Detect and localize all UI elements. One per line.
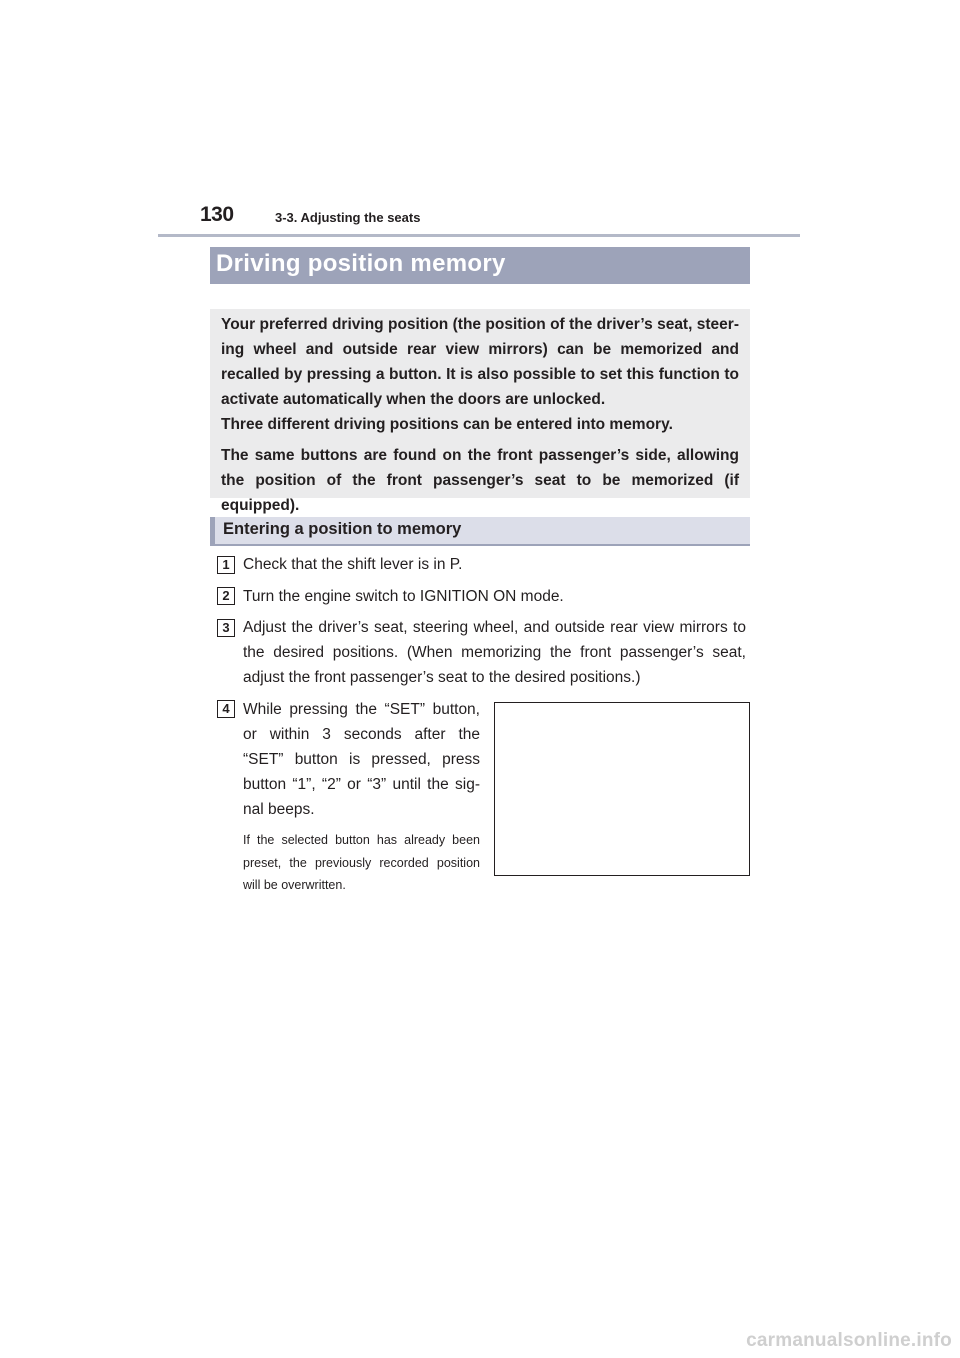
watermark: carmanualsonline.info	[746, 1330, 952, 1351]
illustration-frame	[494, 702, 750, 876]
step-text: Adjust the driver’s seat, steering wheel, and outside rear view mirrors to the desired positions. (When memorizing the front passenger’s seat, adjust the front passenger’s seat to the desired positions.)	[243, 619, 746, 686]
intro-box	[210, 309, 750, 514]
step-text: Turn the engine switch to IGNITION ON mode.	[243, 588, 564, 605]
intro-paragraph: Your preferred driving position (the position of the driver’s seat, steer-ing wheel and outside rear view mirrors) can be memorized and recalled by pressing a button. It is also possible to set this function to activate automatically when the doors are unlocked.	[221, 316, 739, 408]
page-title: Driving position memory	[216, 250, 506, 277]
subsection-heading-text: Entering a position to memory	[223, 520, 462, 538]
page-number: 130	[200, 203, 234, 226]
section-label: 3-3. Adjusting the seats	[275, 210, 421, 225]
title-bar	[210, 247, 750, 284]
page-header	[158, 200, 800, 237]
step-number-badge: 2	[217, 587, 235, 605]
step-number-badge: 3	[217, 619, 235, 637]
subsection-heading	[210, 517, 750, 546]
step-note: If the selected button has already been preset, the previously recorded position will be overwritten.	[243, 833, 480, 892]
step-text: While pressing the “SET” button, or within 3 seconds after the “SET” button is pressed, press button “1”, “2” or “3” until the sig-nal beeps.	[243, 701, 480, 818]
intro-paragraph: Three different driving positions can be entered into memory.	[221, 416, 673, 433]
step-text: Check that the shift lever is in P.	[243, 556, 463, 573]
intro-paragraph: The same buttons are found on the front passenger’s side, allowing the position of the front passenger’s seat to be memorized (if equipped).	[221, 447, 739, 514]
step-number-badge: 4	[217, 700, 235, 718]
step-number-badge: 1	[217, 556, 235, 574]
